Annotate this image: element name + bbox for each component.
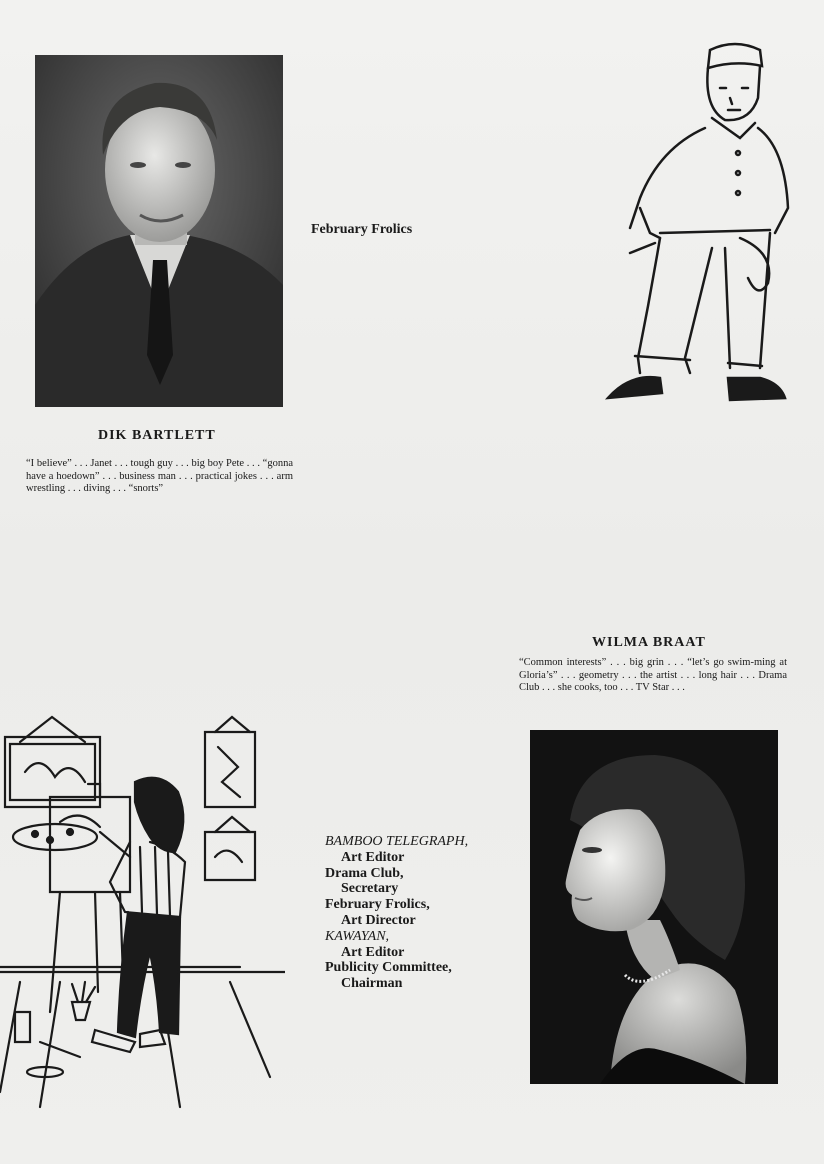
activity-dik-bartlett: February Frolics	[311, 222, 413, 237]
activity-line: KAWAYAN,	[325, 928, 390, 944]
portrait-photo-dik-bartlett	[35, 55, 283, 407]
student-blurb-wilma-braat: “Common interests” . . . big grin . . . “let’s go swim-ming at Gloria’s” . . . geometry . . . the artist . . . long hair . . . Drama Club . . . she cooks, too . . . TV Star . . .	[519, 657, 787, 693]
student-name-dik-bartlett: DIK BARTLETT	[98, 428, 216, 443]
activity-line: Secretary	[341, 881, 399, 897]
activity-line: Art Editor	[341, 944, 405, 960]
cowboy-sketch-illustration	[600, 38, 800, 408]
activities-list-wilma-braat	[325, 834, 468, 992]
activity-line: February Frolics,	[325, 897, 430, 913]
artist-at-easel-illustration	[0, 712, 285, 1112]
activity-line: Art Director	[341, 912, 416, 928]
activity-line: BAMBOO TELEGRAPH,	[325, 834, 469, 849]
student-name-wilma-braat: WILMA BRAAT	[592, 635, 706, 650]
activity-line: Art Editor	[341, 849, 405, 865]
activity-line: Publicity Committee,	[325, 960, 452, 976]
activity-line: Chairman	[341, 976, 403, 992]
student-blurb-dik-bartlett: “I believe” . . . Janet . . . tough guy . . . big boy Pete . . . “gonna have a hoedown” . . . business man . . . practical jokes . . . arm wrestling . . . diving . . . “snorts”	[26, 458, 293, 494]
activity-line: Drama Club,	[325, 865, 404, 881]
portrait-photo-wilma-braat	[530, 730, 778, 1084]
